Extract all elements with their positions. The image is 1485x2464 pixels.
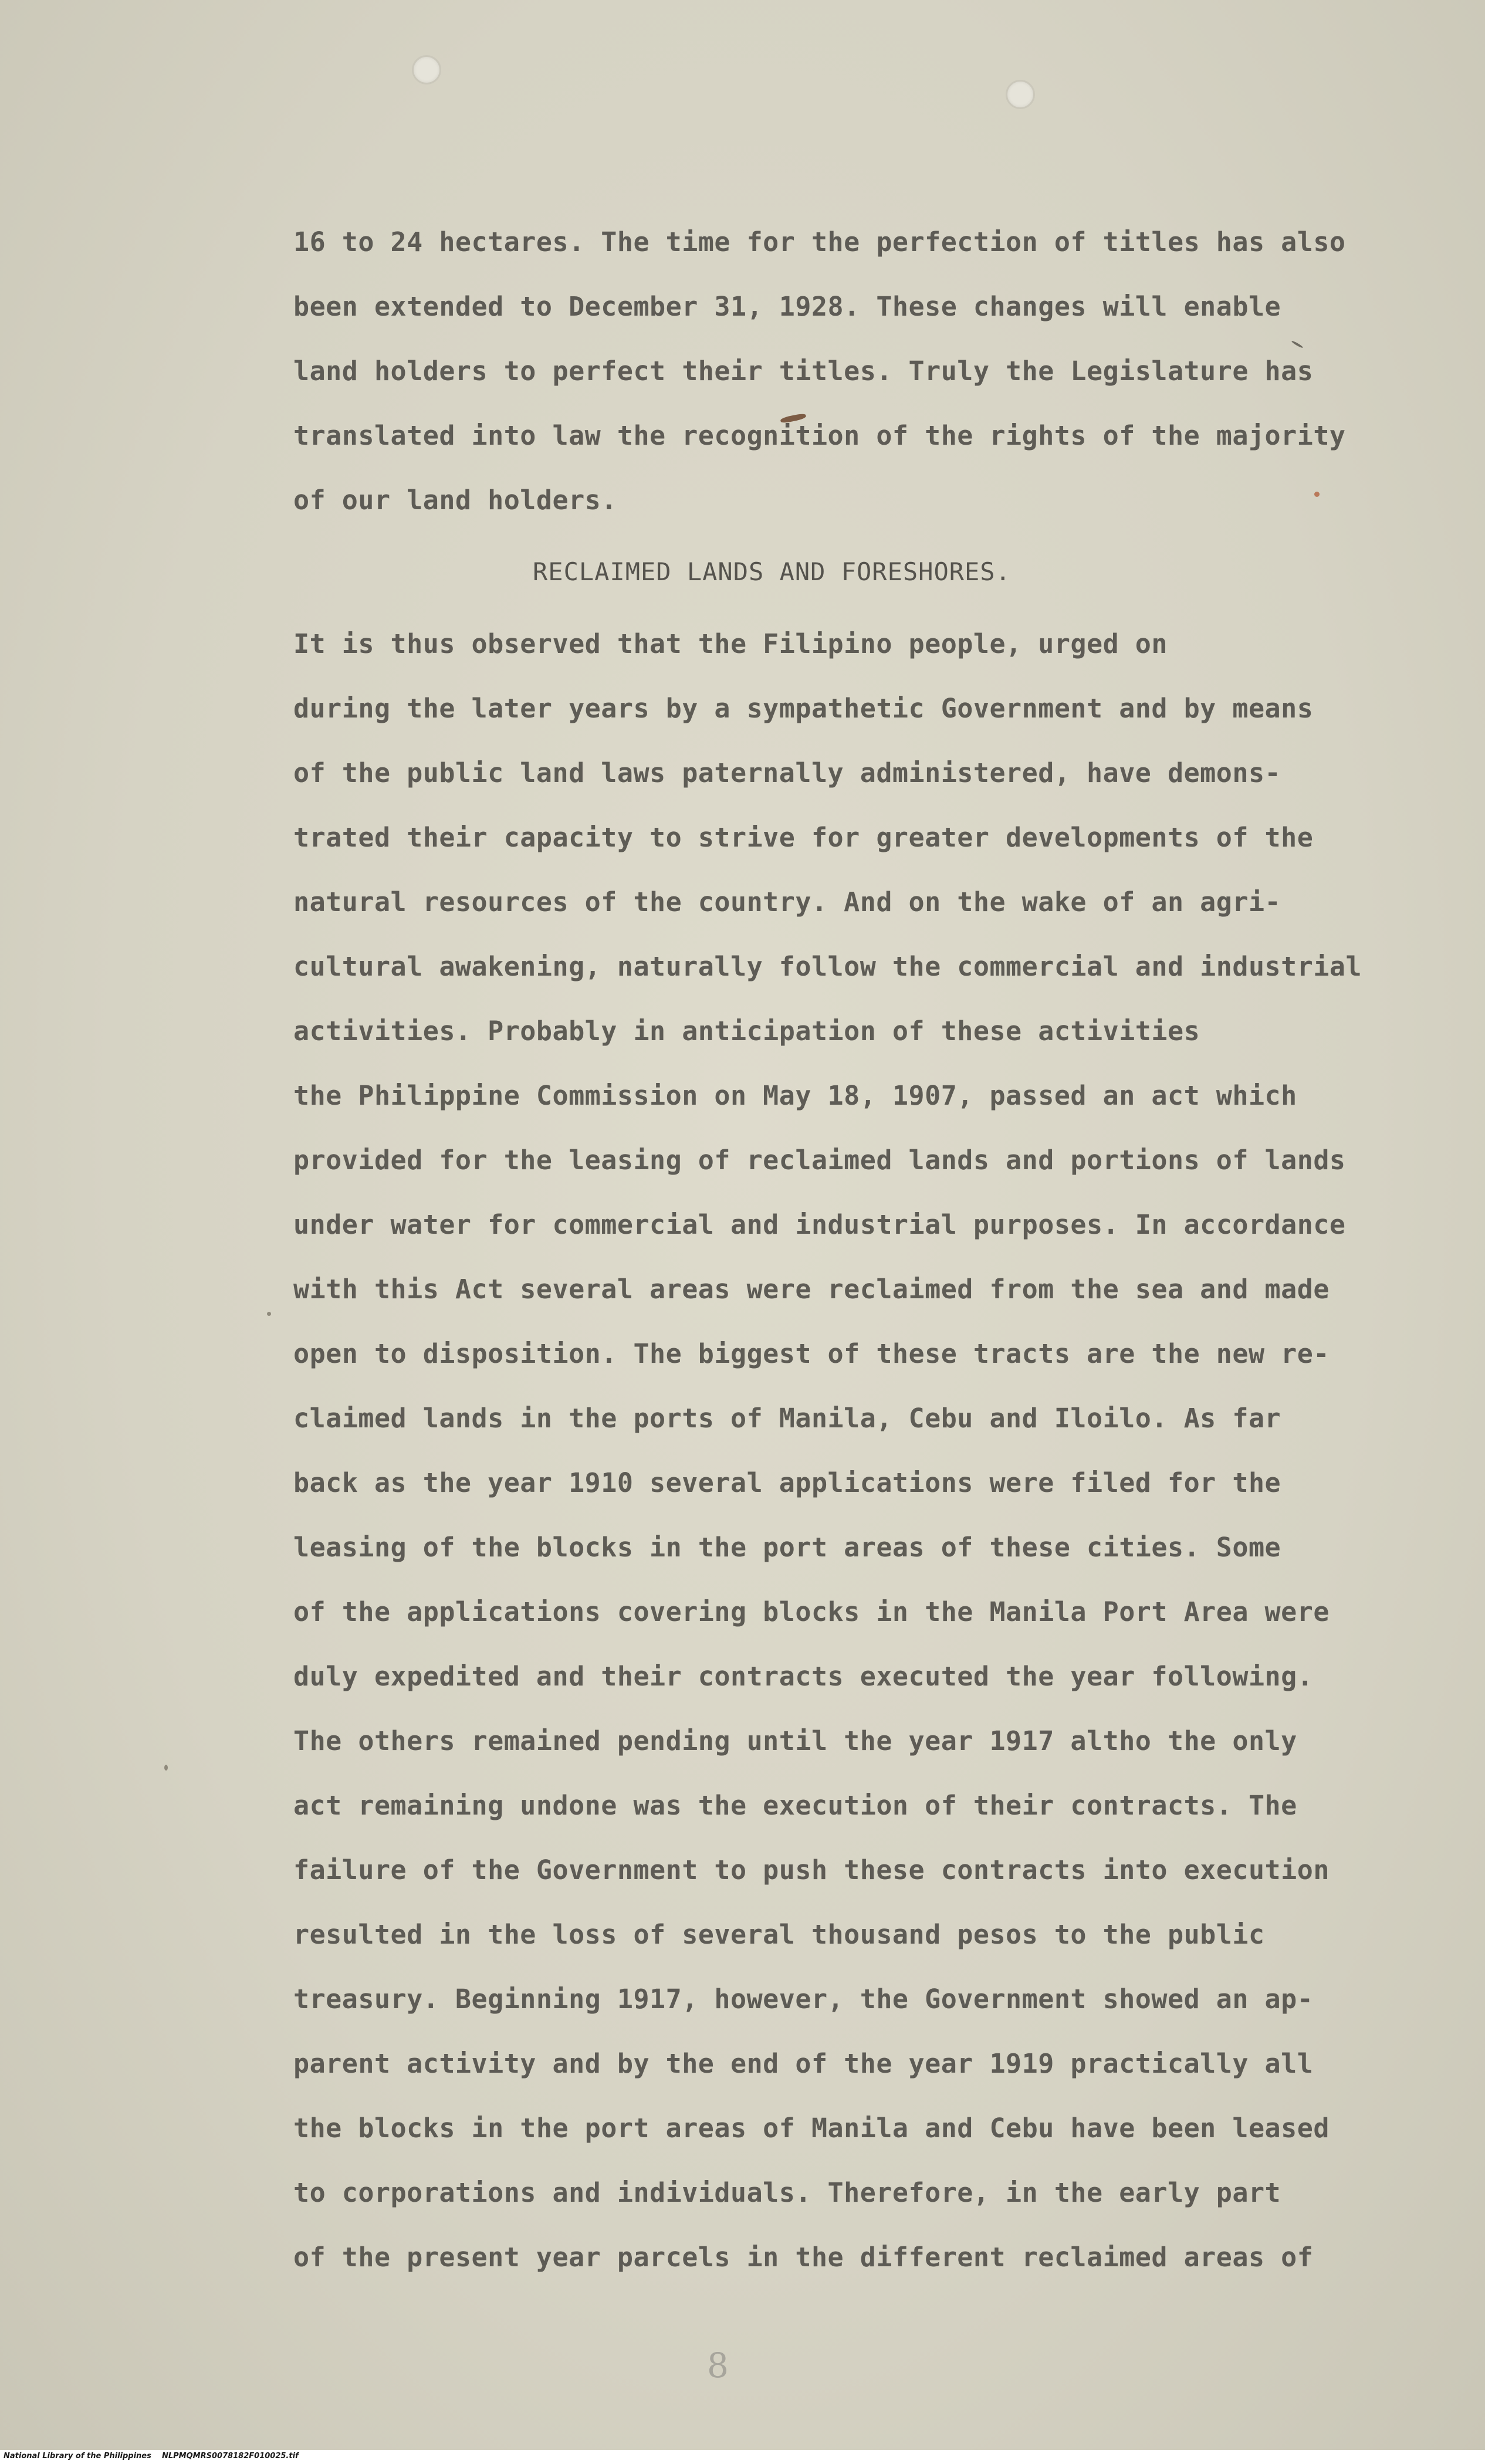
section-heading: RECLAIMED LANDS AND FORESHORES. (533, 557, 1011, 586)
text-line: of the public land laws paternally administered, have demons- (293, 757, 1281, 788)
text-line: resulted in the loss of several thousand pesos to the public (293, 1919, 1265, 1950)
text-line: with this Act several areas were reclaimed from the sea and made (293, 1274, 1330, 1305)
text-line: failure of the Government to push these contracts into execution (293, 1854, 1330, 1886)
paper-speck (1291, 340, 1303, 348)
text-line: trated their capacity to strive for greater developments of the (293, 822, 1314, 853)
text-line: natural resources of the country. And on the wake of an agri- (293, 886, 1281, 918)
text-line: to corporations and individuals. Therefore, in the early part (293, 2177, 1281, 2208)
text-line: land holders to perfect their titles. Truly the Legislature has (293, 356, 1314, 387)
scan-footer-caption (4, 2452, 299, 2460)
paper-speck (267, 1312, 271, 1316)
text-line: the blocks in the port areas of Manila and Cebu have been leased (293, 2113, 1330, 2144)
text-line: treasury. Beginning 1917, however, the Government showed an ap- (293, 1984, 1314, 2015)
text-line: translated into law the recognition of the rights of the majority (293, 420, 1346, 451)
text-line: duly expedited and their contracts executed the year following. (293, 1661, 1314, 1692)
text-line: during the later years by a sympathetic Government and by means (293, 693, 1314, 724)
page-number: 8 (707, 2345, 729, 2385)
paper-speck (1314, 492, 1320, 497)
text-line: of the present year parcels in the different reclaimed areas of (293, 2242, 1314, 2273)
text-line: claimed lands in the ports of Manila, Cebu and Iloilo. As far (293, 1403, 1281, 1434)
text-line: been extended to December 31, 1928. These changes will enable (293, 291, 1281, 322)
text-line: open to disposition. The biggest of these tracts are the new re- (293, 1338, 1330, 1369)
text-line: parent activity and by the end of the year 1919 practically all (293, 2048, 1314, 2079)
text-line: under water for commercial and industrial purposes. In accordance (293, 1209, 1346, 1240)
text-line: act remaining undone was the execution of their contracts. The (293, 1790, 1297, 1821)
text-line: leasing of the blocks in the port areas of these cities. Some (293, 1532, 1281, 1563)
text-line: 16 to 24 hectares. The time for the perfection of titles has also (293, 226, 1346, 258)
footer-source-label: National Library of the Philippines (4, 2452, 151, 2460)
text-line: activities. Probably in anticipation of these activities (293, 1016, 1200, 1047)
text-line: the Philippine Commission on May 18, 1907, passed an act which (293, 1080, 1297, 1111)
text-line: The others remained pending until the year 1917 altho the only (293, 1725, 1297, 1756)
text-line: of our land holders. (293, 485, 617, 516)
footer-file-name: NLPMQMRS0078182F010025.tif (161, 2452, 299, 2460)
paper-speck (164, 1765, 168, 1771)
text-line: cultural awakening, naturally follow the commercial and industrial (293, 951, 1362, 982)
text-line: back as the year 1910 several applications were filed for the (293, 1467, 1281, 1498)
punch-hole-left (412, 55, 441, 84)
punch-hole-right (1006, 80, 1035, 109)
text-line: provided for the leasing of reclaimed lands and portions of lands (293, 1145, 1346, 1176)
text-line: It is thus observed that the Filipino people, urged on (293, 628, 1168, 659)
text-line: of the applications covering blocks in the Manila Port Area were (293, 1596, 1330, 1627)
